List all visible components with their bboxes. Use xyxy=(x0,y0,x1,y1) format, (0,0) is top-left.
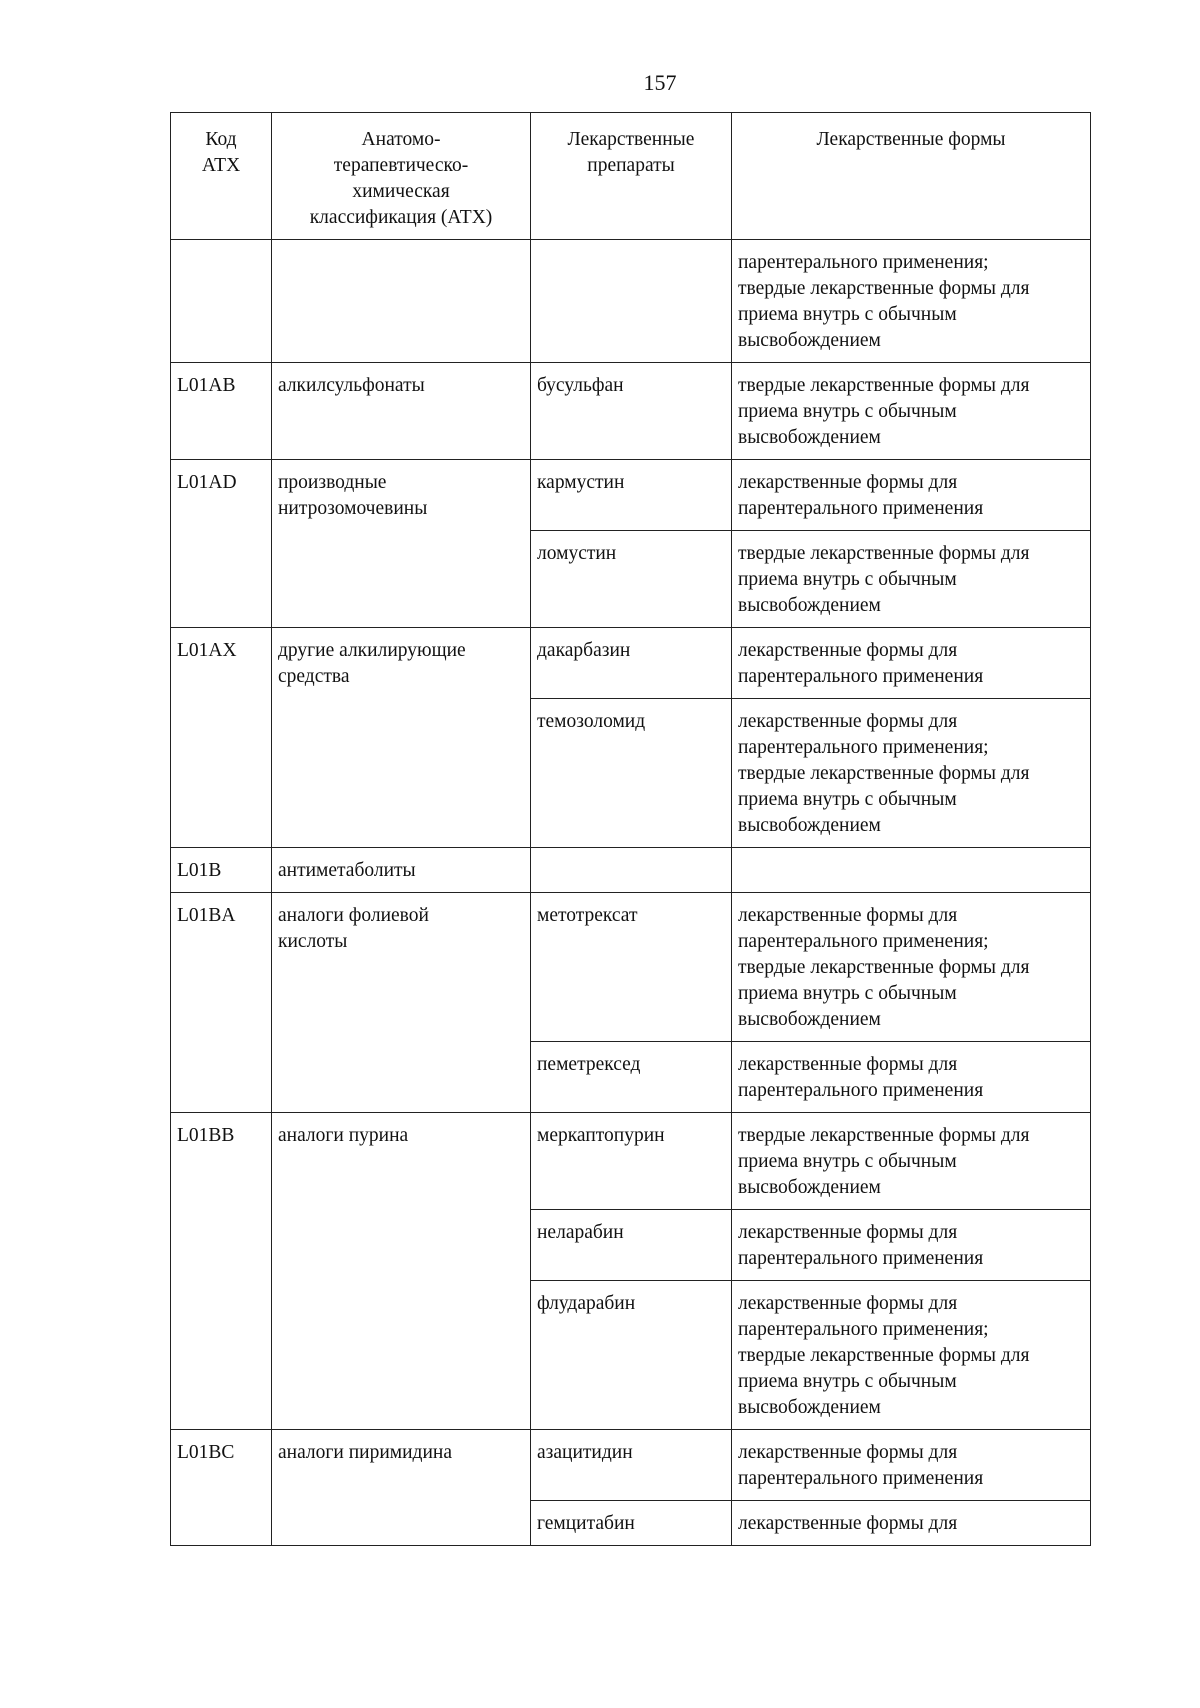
dosage-forms-cell: твердые лекарственные формы для приема внутрь с обычным высвобождением xyxy=(732,1113,1091,1210)
table-row xyxy=(171,363,1091,460)
atx-class-cell: антиметаболиты xyxy=(272,848,531,893)
drug-cell: метотрексат xyxy=(531,893,732,1042)
drug-cell: флударабин xyxy=(531,1281,732,1430)
atx-class-cell: производные нитрозомочевины xyxy=(272,460,531,628)
header-row xyxy=(171,113,1091,240)
table-body xyxy=(171,240,1091,1546)
atx-class-cell: аналоги пиримидина xyxy=(272,1430,531,1546)
table-row xyxy=(171,848,1091,893)
dosage-forms-cell: лекарственные формы для парентерального применения; твердые лекарственные формы для приема внутрь с обычным высвобождением xyxy=(732,893,1091,1042)
atx-code-cell: L01AX xyxy=(171,628,272,848)
atx-code-cell xyxy=(171,240,272,363)
atx-code-cell: L01AD xyxy=(171,460,272,628)
atx-class-cell: другие алкилирующие средства xyxy=(272,628,531,848)
drug-cell: кармустин xyxy=(531,460,732,531)
atx-class-cell: алкилсульфонаты xyxy=(272,363,531,460)
dosage-forms-cell: твердые лекарственные формы для приема внутрь с обычным высвобождением xyxy=(732,531,1091,628)
drug-cell: дакарбазин xyxy=(531,628,732,699)
atx-code-cell: L01BC xyxy=(171,1430,272,1546)
drug-cell: меркаптопурин xyxy=(531,1113,732,1210)
dosage-forms-cell: лекарственные формы для xyxy=(732,1501,1091,1546)
dosage-forms-cell: лекарственные формы для парентерального применения xyxy=(732,1042,1091,1113)
drug-cell: бусульфан xyxy=(531,363,732,460)
atx-class-cell: аналоги фолиевой кислоты xyxy=(272,893,531,1113)
drug-cell: пеметрексед xyxy=(531,1042,732,1113)
dosage-forms-cell: лекарственные формы для парентерального применения; твердые лекарственные формы для приема внутрь с обычным высвобождением xyxy=(732,1281,1091,1430)
drug-cell: ломустин xyxy=(531,531,732,628)
header-atx-classification: Анатомо- терапевтическо- химическая классификация (АТХ) xyxy=(272,113,531,240)
dosage-forms-cell: лекарственные формы для парентерального применения xyxy=(732,1430,1091,1501)
header-atx-code: Код АТХ xyxy=(171,113,272,240)
table-row xyxy=(171,240,1091,363)
drug-cell xyxy=(531,848,732,893)
atx-code-cell: L01B xyxy=(171,848,272,893)
atx-code-cell: L01BA xyxy=(171,893,272,1113)
table-row xyxy=(171,1430,1091,1501)
drug-cell: гемцитабин xyxy=(531,1501,732,1546)
drug-cell: темозоломид xyxy=(531,699,732,848)
page-number: 157 xyxy=(643,70,677,95)
table-header xyxy=(171,113,1091,240)
dosage-forms-cell: твердые лекарственные формы для приема внутрь с обычным высвобождением xyxy=(732,363,1091,460)
drug-cell: неларабин xyxy=(531,1210,732,1281)
atx-code-cell: L01AB xyxy=(171,363,272,460)
table-row xyxy=(171,460,1091,531)
dosage-forms-cell: парентерального применения; твердые лекарственные формы для приема внутрь с обычным высвобождением xyxy=(732,240,1091,363)
drug-cell xyxy=(531,240,732,363)
dosage-forms-cell: лекарственные формы для парентерального применения; твердые лекарственные формы для приема внутрь с обычным высвобождением xyxy=(732,699,1091,848)
atx-table xyxy=(170,112,1091,1546)
dosage-forms-cell: лекарственные формы для парентерального применения xyxy=(732,628,1091,699)
dosage-forms-cell: лекарственные формы для парентерального применения xyxy=(732,460,1091,531)
dosage-forms-cell xyxy=(732,848,1091,893)
header-drugs: Лекарственные препараты xyxy=(531,113,732,240)
header-dosage-forms: Лекарственные формы xyxy=(732,113,1091,240)
drug-cell: азацитидин xyxy=(531,1430,732,1501)
dosage-forms-cell: лекарственные формы для парентерального применения xyxy=(732,1210,1091,1281)
atx-class-cell xyxy=(272,240,531,363)
table-row xyxy=(171,628,1091,699)
atx-class-cell: аналоги пурина xyxy=(272,1113,531,1430)
atx-code-cell: L01BB xyxy=(171,1113,272,1430)
table-row xyxy=(171,1113,1091,1210)
table-row xyxy=(171,893,1091,1042)
